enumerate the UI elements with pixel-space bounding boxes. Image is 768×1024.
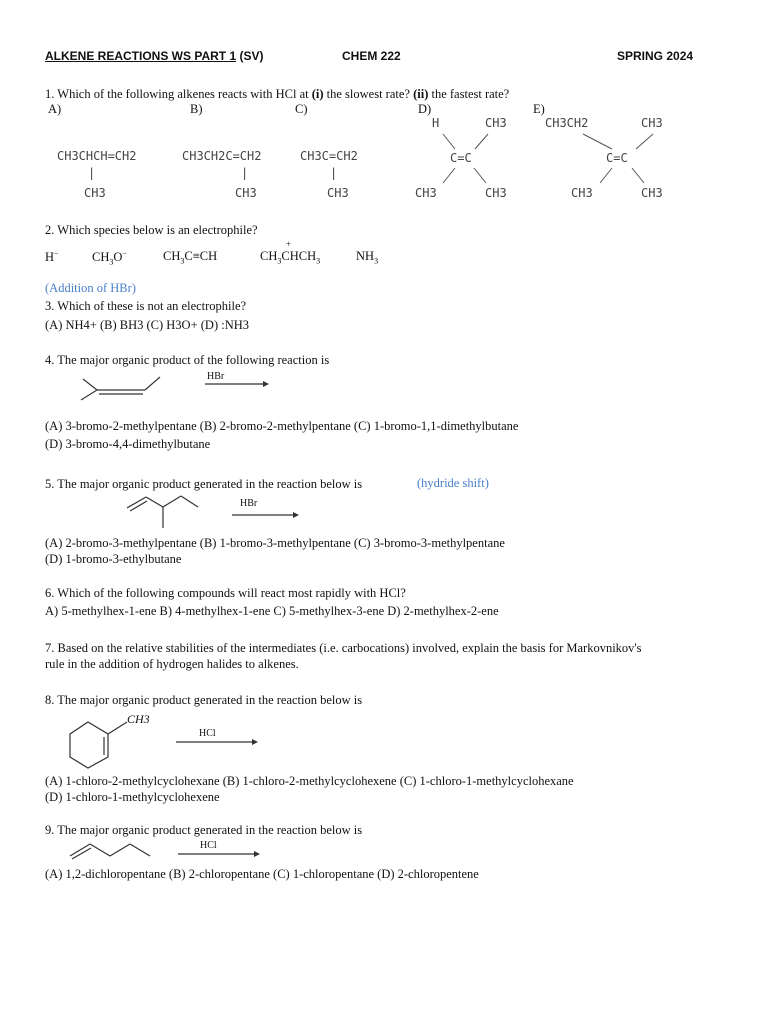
q5-note: (hydride shift) bbox=[417, 476, 489, 490]
q3-options: (A) NH4+ (B) BH3 (C) H3O+ (D) :NH3 bbox=[45, 318, 250, 332]
q5-reagent: HBr bbox=[240, 498, 258, 509]
struct-e-tl: CH3CH2 bbox=[545, 116, 589, 130]
q2-species-5: $NH_3$ bbox=[356, 249, 379, 266]
q4-options-2: (D) 3-bromo-4,4-dimethylbutane bbox=[45, 437, 211, 451]
q4-options-1: (A) 3-bromo-2-methylpentane (B) 2-bromo-2-methylpentane (C) 1-bromo-1,1-dimethylbutane bbox=[45, 419, 519, 433]
q7-line-1: 7. Based on the relative stabilities of the intermediates (i.e. carbocations) involved, explain the basis for Markovnikov's bbox=[45, 641, 642, 655]
term: SPRING 2024 bbox=[617, 49, 694, 63]
struct-b-bottom: CH3 bbox=[235, 186, 257, 200]
q1-text-b: the slowest rate? bbox=[323, 87, 414, 101]
struct-c-bottom: CH3 bbox=[327, 186, 349, 200]
struct-d-tl: H bbox=[432, 116, 440, 130]
struct-d-br: CH3 bbox=[485, 186, 507, 200]
q4-reagent: HBr bbox=[207, 371, 225, 382]
q1-text-c: the fastest rate? bbox=[428, 87, 510, 101]
struct-e-bl: CH3 bbox=[571, 186, 593, 200]
struct-e-br: CH3 bbox=[641, 186, 663, 200]
q2-species-2: $CH_3O^-$ bbox=[92, 249, 127, 267]
q2-species-3: $CH_3C\equiv CH$ bbox=[163, 249, 218, 266]
q2-species-4: $CH_3CHCH_3$ bbox=[260, 249, 321, 266]
struct-a-top: CH3CHCH=CH2 bbox=[57, 149, 137, 163]
q5-question: 5. The major organic product generated in the reaction below is bbox=[45, 477, 363, 491]
q5-options-2: (D) 1-bromo-3-ethylbutane bbox=[45, 552, 182, 566]
q8-reagent: HCl bbox=[199, 728, 216, 739]
section-note-hbr: (Addition of HBr) bbox=[45, 281, 136, 295]
q9-reagent: HCl bbox=[200, 840, 217, 851]
q2-species-1: H− bbox=[45, 249, 59, 265]
title-text: ALKENE REACTIONS WS PART 1 bbox=[45, 49, 237, 63]
q6-options: A) 5-methylhex-1-ene B) 4-methylhex-1-ene C) 5-methylhex-3-ene D) 2-methylhex-2-ene bbox=[45, 604, 499, 618]
struct-a-bottom: CH3 bbox=[84, 186, 106, 200]
q8-question: 8. The major organic product generated in the reaction below is bbox=[45, 693, 363, 707]
q1-label-c: C) bbox=[295, 102, 308, 116]
q8-options-2: (D) 1-chloro-1-methylcyclohexene bbox=[45, 790, 220, 804]
q1-ii: (ii) bbox=[413, 87, 429, 101]
q2-question: 2. Which species below is an electrophile? bbox=[45, 223, 258, 237]
struct-e-tr: CH3 bbox=[641, 116, 663, 130]
q8-substituent: CH3 bbox=[127, 712, 150, 726]
q3-question: 3. Which of these is not an electrophile? bbox=[45, 299, 247, 313]
q9-question: 9. The major organic product generated in the reaction below is bbox=[45, 823, 363, 837]
q1-label-a: A) bbox=[48, 102, 62, 116]
q9-options: (A) 1,2-dichloropentane (B) 2-chloropentane (C) 1-chloropentane (D) 2-chloropentene bbox=[45, 867, 479, 881]
struct-c-bar: | bbox=[330, 166, 338, 180]
q1-label-d: D) bbox=[418, 102, 432, 116]
struct-d-tr: CH3 bbox=[485, 116, 507, 130]
q4-question: 4. The major organic product of the following reaction is bbox=[45, 353, 330, 367]
struct-d-bl: CH3 bbox=[415, 186, 437, 200]
q8-options-1: (A) 1-chloro-2-methylcyclohexane (B) 1-chloro-2-methylcyclohexene (C) 1-chloro-1-methylcyclohexane bbox=[45, 774, 574, 788]
title-section: (SV) bbox=[239, 49, 264, 63]
struct-c-top: CH3C=CH2 bbox=[300, 149, 358, 163]
q5-options-1: (A) 2-bromo-3-methylpentane (B) 1-bromo-3-methylpentane (C) 3-bromo-3-methylpentane bbox=[45, 536, 505, 550]
q6-question: 6. Which of the following compounds will react most rapidly with HCl? bbox=[45, 586, 406, 600]
q2-species-4-charge: + bbox=[286, 239, 292, 249]
struct-b-bar: | bbox=[241, 166, 249, 180]
q7-line-2: rule in the addition of hydrogen halides to alkenes. bbox=[45, 657, 299, 671]
struct-e-center: C=C bbox=[606, 151, 628, 165]
course-code: CHEM 222 bbox=[342, 49, 401, 63]
q1-label-b: B) bbox=[190, 102, 203, 116]
q1-label-e: E) bbox=[533, 102, 545, 116]
q1-text-a: 1. Which of the following alkenes reacts with HCl at bbox=[45, 87, 312, 101]
struct-b-top: CH3CH2C=CH2 bbox=[182, 149, 262, 163]
q1-i: (i) bbox=[311, 87, 324, 101]
struct-a-bar: | bbox=[88, 166, 96, 180]
struct-d-center: C=C bbox=[450, 151, 472, 165]
